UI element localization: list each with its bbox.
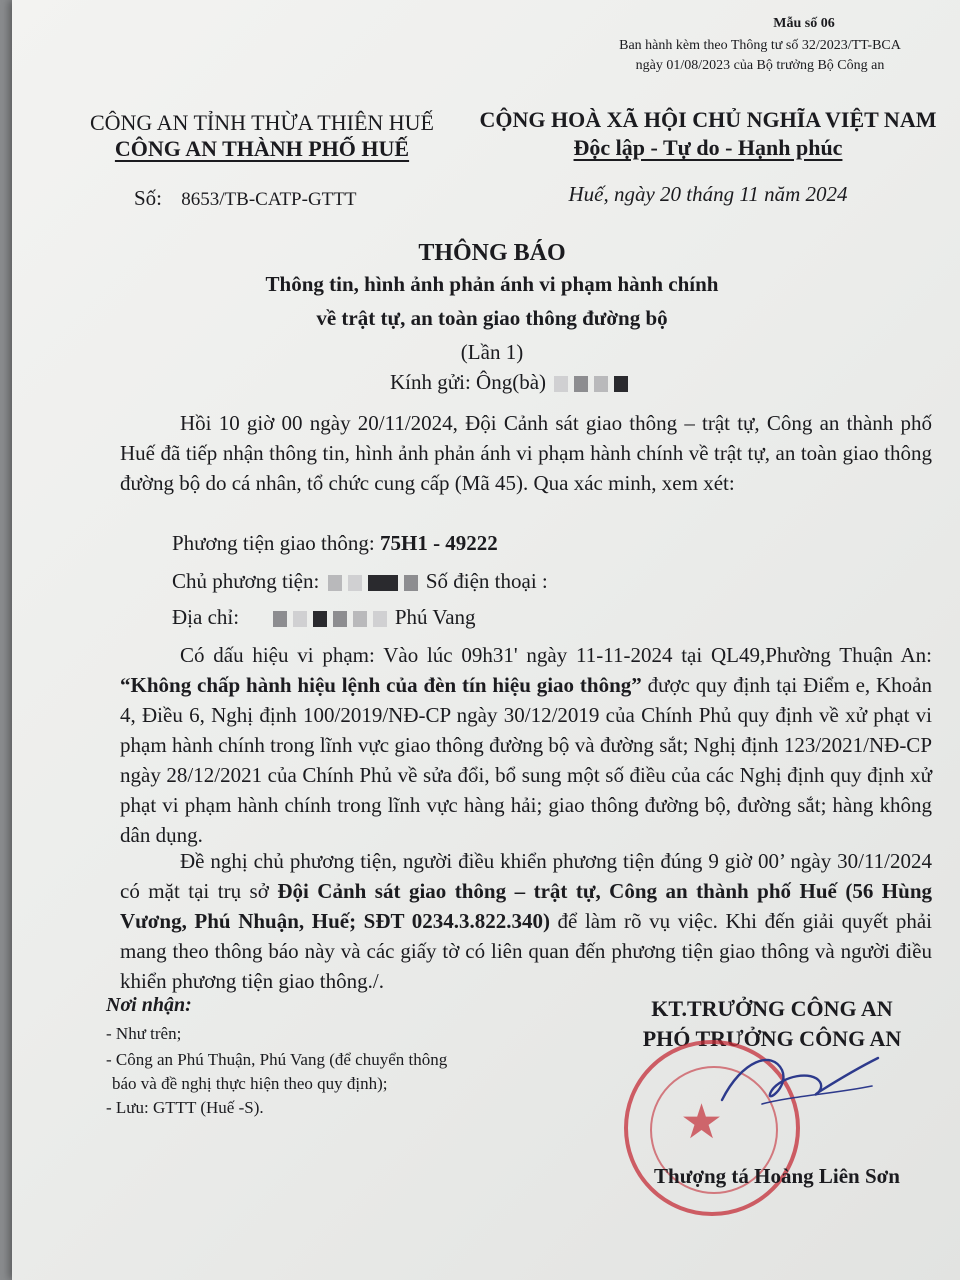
redacted-block (293, 611, 307, 627)
issue-date: Huế, ngày 20 tháng 11 năm 2024 (568, 182, 848, 206)
redacted-block (273, 611, 287, 627)
redacted-block (594, 376, 608, 392)
document-number (134, 186, 356, 211)
addressee-label: Kính gửi: Ông(bà) (390, 370, 547, 394)
recipient-item: - Công an Phú Thuận, Phú Vang (để chuyển thông (106, 1050, 448, 1069)
recipient-item: - Như trên; (106, 1024, 182, 1043)
document-page (12, 0, 960, 1280)
owner-line (172, 566, 548, 596)
signer-name: Thượng tá Hoàng Liên Sơn (654, 1164, 900, 1188)
paragraph-summons (120, 846, 932, 996)
phone-label: Số điện thoại : (425, 569, 548, 593)
paragraph-violation (120, 640, 932, 850)
paragraph-receipt: Hồi 10 giờ 00 ngày 20/11/2024, Đội Cảnh sát giao thông – trật tự, Công an thành phố Huế đã tiếp nhận thông tin, hình ảnh phản ánh vi phạm hành chính về trật tự, an toàn giao thông đường bộ do cá nhân, tổ chức cung cấp (Mã 45). Qua xác minh, xem xét: (120, 411, 932, 495)
redacted-block (574, 376, 588, 392)
star-icon: ★ (680, 1096, 724, 1149)
form-issued-line-1: Ban hành kèm theo Thông tư số 32/2023/TT-BCA (619, 38, 901, 53)
agency-name (72, 136, 452, 162)
document-number-label: Số: (134, 186, 163, 210)
document-number-value: 8653/TB-CATP-GTTT (181, 189, 357, 210)
address-line (172, 602, 476, 632)
recipient-item: - Lưu: GTTT (Huế -S). (106, 1098, 264, 1117)
addressee (390, 370, 631, 395)
redacted-block (313, 611, 327, 627)
agency-name-text: CÔNG AN THÀNH PHỐ HUẾ (114, 136, 410, 161)
violation-description: “Không chấp hành hiệu lệnh của đèn tín hiệu giao thông” (120, 673, 642, 697)
redacted-block (373, 611, 387, 627)
form-issued-line-2: ngày 01/08/2023 của Bộ trưởng Bộ Công an (635, 58, 885, 73)
nation-motto (460, 134, 956, 162)
redacted-block (614, 376, 628, 392)
notice-subtitle-2: về trật tự, an toàn giao thông đường bộ (316, 306, 668, 330)
nation-name: CỘNG HOÀ XÃ HỘI CHỦ NGHĨA VIỆT NAM (479, 107, 937, 132)
signer-title: PHÓ TRƯỞNG CÔNG AN (642, 1026, 902, 1051)
handwritten-signature (702, 1040, 892, 1120)
notice-subtitle-1: Thông tin, hình ảnh phản ánh vi phạm hành chính (265, 272, 719, 296)
notice-title: THÔNG BÁO (418, 240, 566, 266)
summons-location: Đội Cảnh sát giao thông – trật tự, Công an thành phố Huế (56 Hùng Vương, Phú Nhuận, Huế; SĐT 0234.3.822.340) (120, 879, 932, 933)
violation-intro: Có dấu hiệu vi phạm: Vào lúc 09h31' ngày 11-11-2024 tại QL49,Phường Thuận An: (180, 643, 932, 667)
recipients-heading: Nơi nhận: (106, 994, 192, 1016)
redacted-block (328, 575, 342, 591)
vehicle-label: Phương tiện giao thông: (172, 531, 375, 555)
summons-intro: Đề nghị chủ phương tiện, người điều khiển phương tiện đúng 9 giờ 00’ ngày 30/11/2024 có mặt tại trụ sở (120, 849, 932, 903)
redacted-block (353, 611, 367, 627)
vehicle-line (172, 528, 498, 558)
nation-motto-text: Độc lập - Tự do - Hạnh phúc (573, 135, 843, 160)
redacted-block (348, 575, 362, 591)
notice-round: (Lần 1) (460, 340, 524, 364)
owner-label: Chủ phương tiện: (172, 569, 320, 593)
violation-legal-basis: được quy định tại Điểm e, Khoản 4, Điều 6, Nghị định 100/2019/NĐ-CP ngày 30/12/2019 của Chính Phủ quy định về xử phạt vi phạm hành chính trong lĩnh vực giao thông đường bộ và đường sắt; Nghị định 123/2021/NĐ-CP ngày 28/12/2021 của Chính Phủ về sửa đổi, bổ sung một số điều của các Nghị định quy định xử phạt vi phạm hành chính trong lĩnh vực hàng hải; giao thông đường bộ, đường sắt; hàng không dân dụng. (120, 673, 932, 847)
redacted-block (404, 575, 418, 591)
redacted-block (368, 575, 398, 591)
agency-parent: CÔNG AN TỈNH THỪA THIÊN HUẾ (89, 110, 434, 135)
address-label: Địa chỉ: (172, 605, 240, 629)
summons-instructions: để làm rõ vụ việc. Khi đến giải quyết phải mang theo thông báo này và các giấy tờ có liên quan đến phương tiện giao thông và người điều khiển phương tiện giao thông./. (120, 909, 932, 993)
vehicle-plate: 75H1 - 49222 (379, 531, 498, 555)
redacted-block (333, 611, 347, 627)
redacted-block (554, 376, 568, 392)
address-district: Phú Vang (394, 605, 476, 629)
form-number: Mẫu số 06 (773, 16, 835, 31)
signer-authority: KT.TRƯỞNG CÔNG AN (651, 996, 893, 1021)
recipient-item: báo và đề nghị thực hiện theo quy định); (112, 1074, 388, 1093)
